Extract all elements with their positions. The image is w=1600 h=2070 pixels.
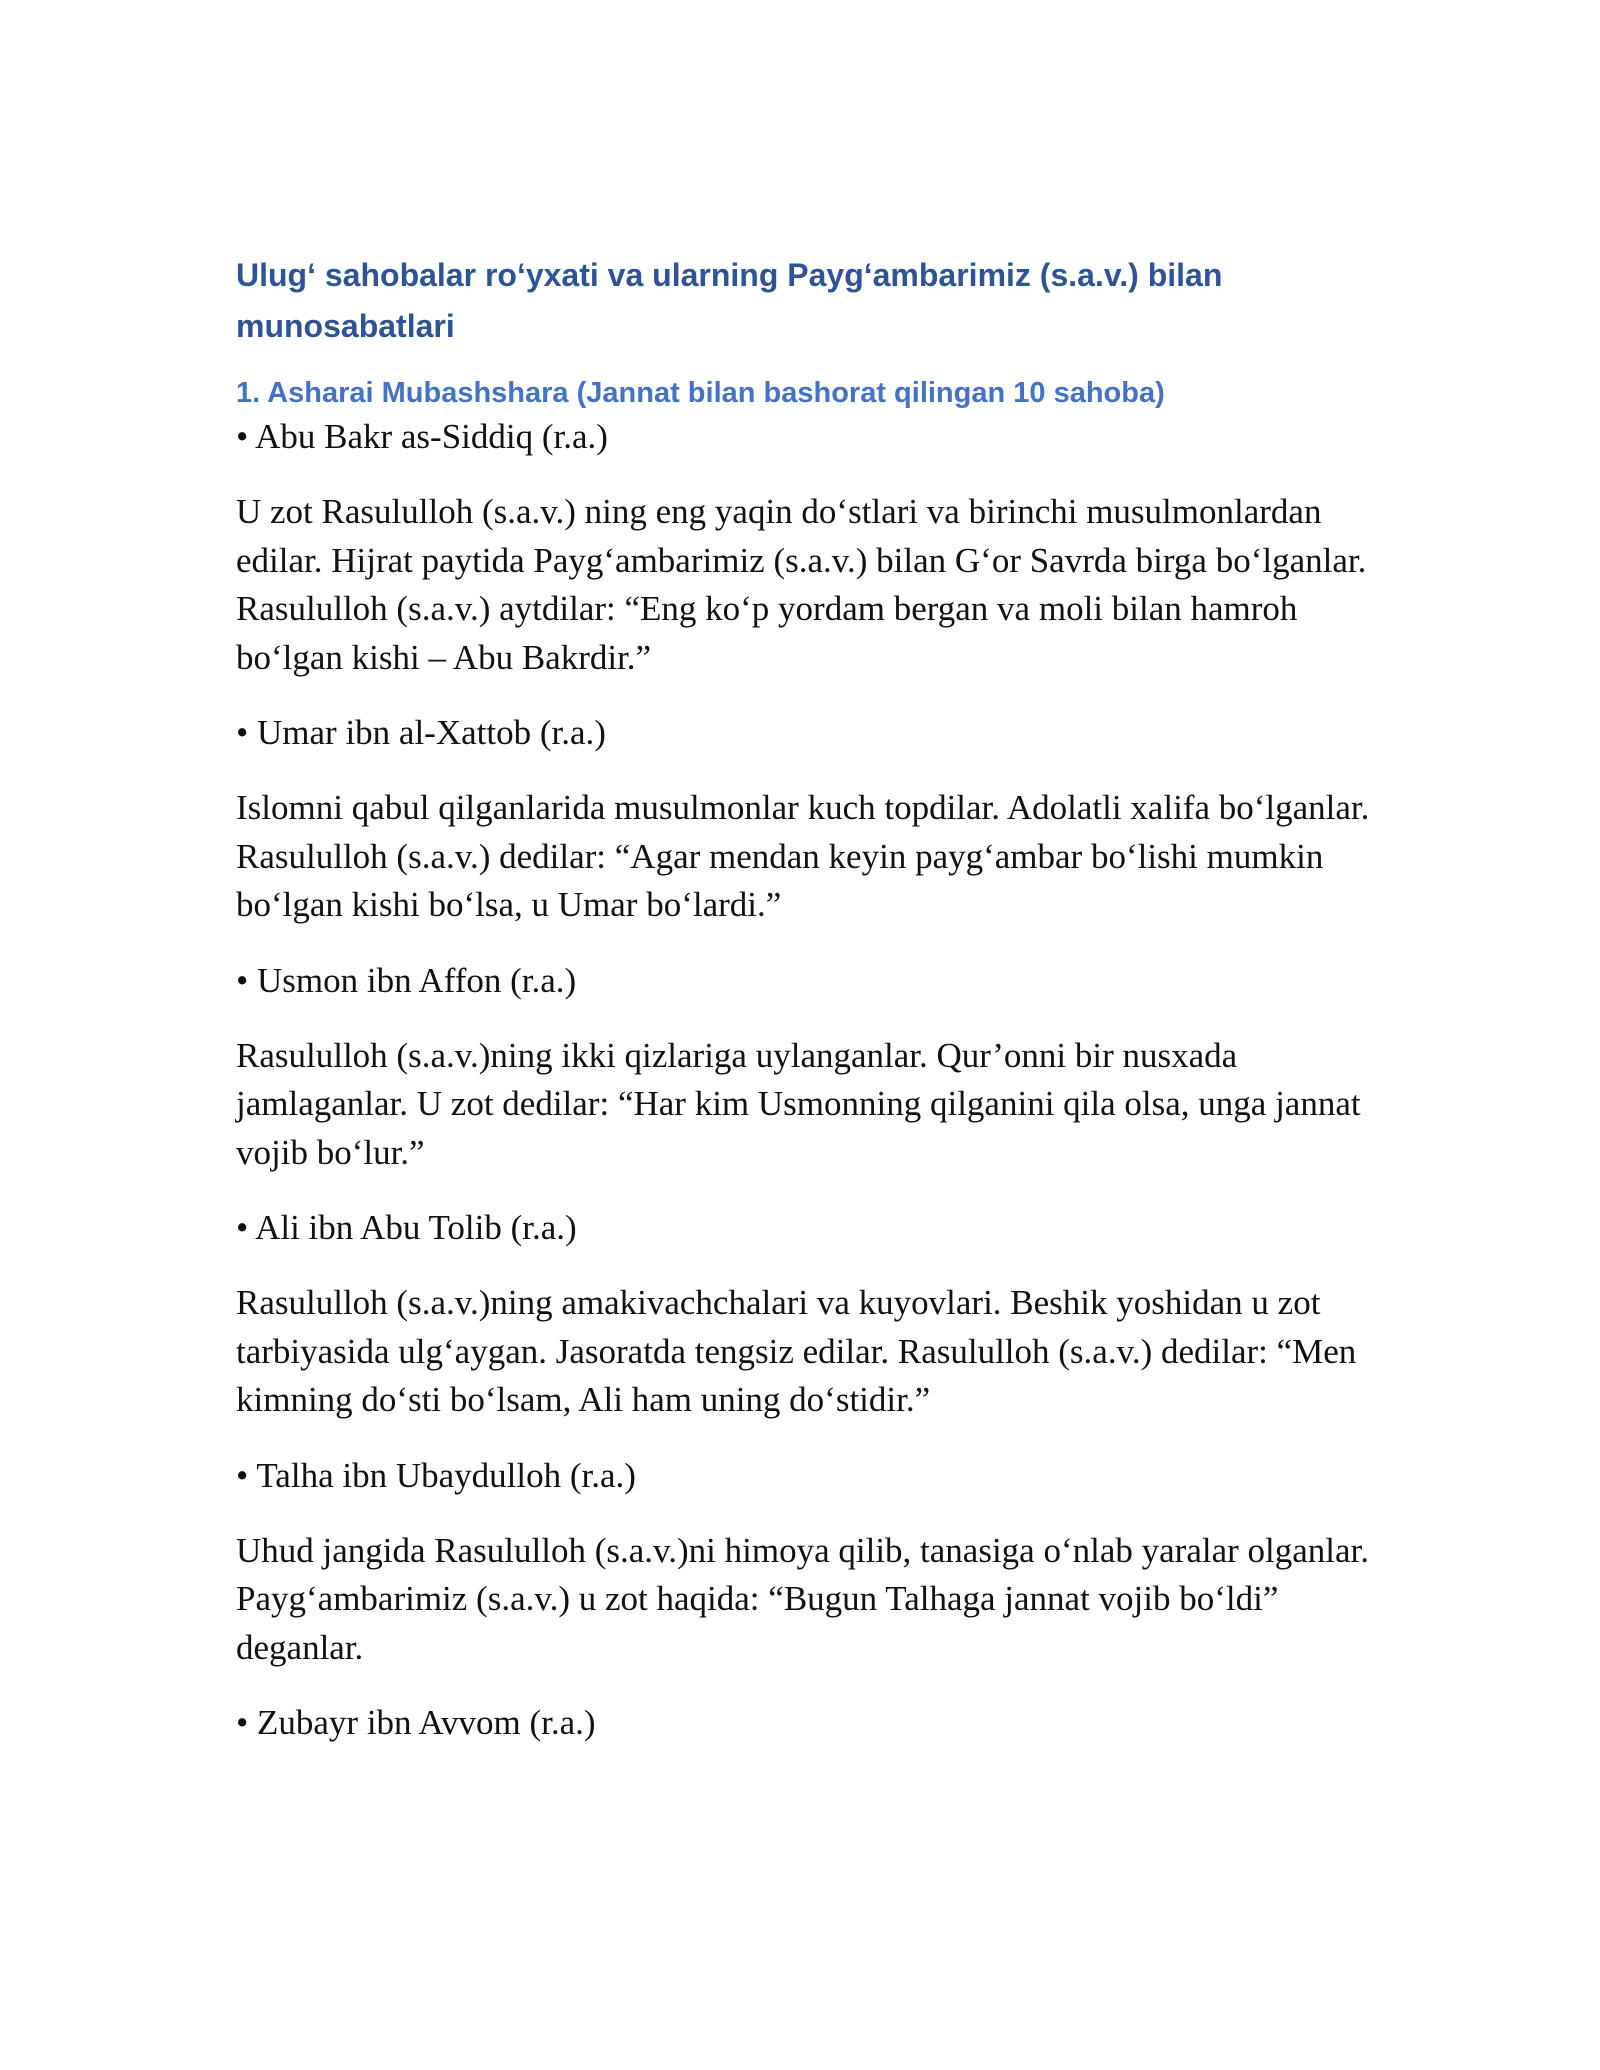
person-name: • Usmon ibn Affon (r.a.) xyxy=(236,960,577,1000)
person-description: Rasululloh (s.a.v.)ning amakivachchalari va kuyovlari. Beshik yoshidan u zot tarbiyasida ulg‘aygan. Jasoratda tengsiz edilar. Rasululloh (s.a.v.) dedilar: “Men kimning do‘sti bo‘lsam, Ali ham uning do‘stidir.” xyxy=(236,1283,1357,1419)
entry-ali xyxy=(236,1204,1376,1425)
entry-umar xyxy=(236,709,1376,930)
entry-usmon xyxy=(236,957,1376,1178)
entry-talha xyxy=(236,1452,1376,1673)
person-name: • Zubayr ibn Avvom (r.a.) xyxy=(236,1703,596,1742)
person-name: • Ali ibn Abu Tolib (r.a.) xyxy=(236,1208,577,1247)
person-description: Uhud jangida Rasululloh (s.a.v.)ni himoya qilib, tanasiga o‘nlab yaralar olganlar. Payg‘ambarimiz (s.a.v.) u zot haqida: “Bugun Talhaga jannat vojib bo‘ldi” deganlar. xyxy=(236,1530,1370,1667)
section-heading: 1. Asharai Mubashshara (Jannat bilan bashorat qilingan 10 sahoba) xyxy=(236,377,1165,409)
document-title: Ulug‘ sahobalar ro‘yxati va ularning Payg‘ambarimiz (s.a.v.) bilan munosabatlari xyxy=(236,257,1223,344)
person-description: Islomni qabul qilganlarida musulmonlar kuch topdilar. Adolatli xalifa bo‘lganlar. Rasululloh (s.a.v.) dedilar: “Agar mendan keyin payg‘ambar bo‘lishi mumkin bo‘lgan kishi bo‘lsa, u Umar bo‘lardi.” xyxy=(236,788,1370,924)
person-description: Rasululloh (s.a.v.)ning ikki qizlariga uylanganlar. Qur’onni bir nusxada jamlaganlar. U zot dedilar: “Har kim Usmonning qilganini qila olsa, unga jannat vojib bo‘lur.” xyxy=(236,1035,1361,1172)
person-name: • Abu Bakr as-Siddiq (r.a.) xyxy=(236,417,608,456)
person-name: • Umar ibn al-Xattob (r.a.) xyxy=(236,713,606,752)
person-description: U zot Rasululloh (s.a.v.) ning eng yaqin do‘stlari va birinchi musulmonlardan edilar. Hijrat paytida Payg‘ambarimiz (s.a.v.) bilan G‘or Savrda birga bo‘lganlar. Rasululloh (s.a.v.) aytdilar: “Eng ko‘p yordam bergan va moli bilan hamroh bo‘lgan kishi – Abu Bakrdir.” xyxy=(236,492,1367,677)
entry-zubayr xyxy=(236,1699,1376,1747)
entry-abu-bakr xyxy=(236,413,1376,682)
document-content xyxy=(236,250,1376,1747)
person-name: • Talha ibn Ubaydulloh (r.a.) xyxy=(236,1455,636,1495)
